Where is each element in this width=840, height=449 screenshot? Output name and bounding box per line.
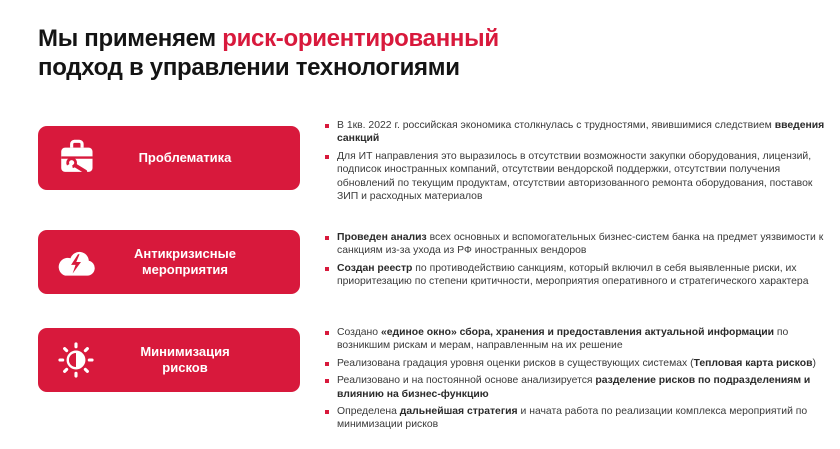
title-part-black: Мы применяем [38,25,223,52]
bullet-group-minimization [325,326,833,436]
section-card-problems [38,126,300,190]
bullet-text: Определена дальнейшая стратегия и начата работа по реализации комплекса мероприятий по минимизации рисков [337,406,808,431]
bullet-item [325,231,833,258]
bullet-text: В 1кв. 2022 г. российская экономика столкнулась с трудностями, явившимися следствием введения санкций [337,120,825,145]
bullet-group-problems [325,119,833,207]
bullet-group-anticrisis [325,231,833,293]
bullet-item [325,150,833,204]
bullet-item [325,262,833,289]
title-part-accent: риск-ориентированный [222,25,499,52]
bullet-text: Создано «единое окно» сбора, хранения и предоставления актуальной информации по возникшим рискам и мерам, направленным на их решение [337,327,789,352]
bullet-text: Реализована градация уровня оценки рисков в существующих системах (Тепловая карта рисков) [337,357,816,369]
section-label-problems: Проблематика [138,150,232,165]
bullet-item [325,119,833,146]
bullet-text: Проведен анализ всех основных и вспомогательных бизнес-систем банка на предмет уязвимости к санкциям из-за ухода из РФ иностранных вендоров [337,232,824,257]
toolbox-wrench-icon [38,138,114,178]
section-label-minimization: Минимизация рисков [140,344,230,375]
bullet-marker [325,267,329,271]
section-label-anticrisis: Антикризисные мероприятия [134,246,236,277]
bullet-item [325,405,833,432]
bullet-marker [325,124,329,128]
storm-cloud-icon [38,242,114,282]
bullet-marker [325,410,329,414]
bullet-marker [325,236,329,240]
bullet-text: Создан реестр по противодействию санкциям, который включил в себя выявленные риски, их приоритезацию по степени критичности, мероприятия оперативного и стратегического характера [337,262,809,288]
bullet-item [325,357,833,370]
bullet-marker [325,331,329,335]
bullet-item [325,326,833,353]
contrast-sun-icon [38,338,114,382]
section-card-minimization [38,328,300,392]
bullet-text: Реализовано и на постоянной основе анализируется разделение рисков по подразделениям и влиянию на бизнес-функцию [337,375,811,400]
bullet-marker [325,362,329,366]
title-line-2: подход в управлении технологиями [38,54,460,81]
section-card-anticrisis [38,230,300,294]
bullet-marker [325,155,329,159]
page-title [38,24,499,82]
bullet-item [325,374,833,401]
bullet-marker [325,379,329,383]
bullet-text: Для ИТ направления это выразилось в отсутствии возможности закупки оборудования, лицензий, подписок иностранных компаний, отсутствии вендорской поддержки, отсутствии получения обновлений по текущим продуктам, отсутствии авторизованного ремонта оборудования, поставок ЗИП и расходных материалов [337,150,813,203]
